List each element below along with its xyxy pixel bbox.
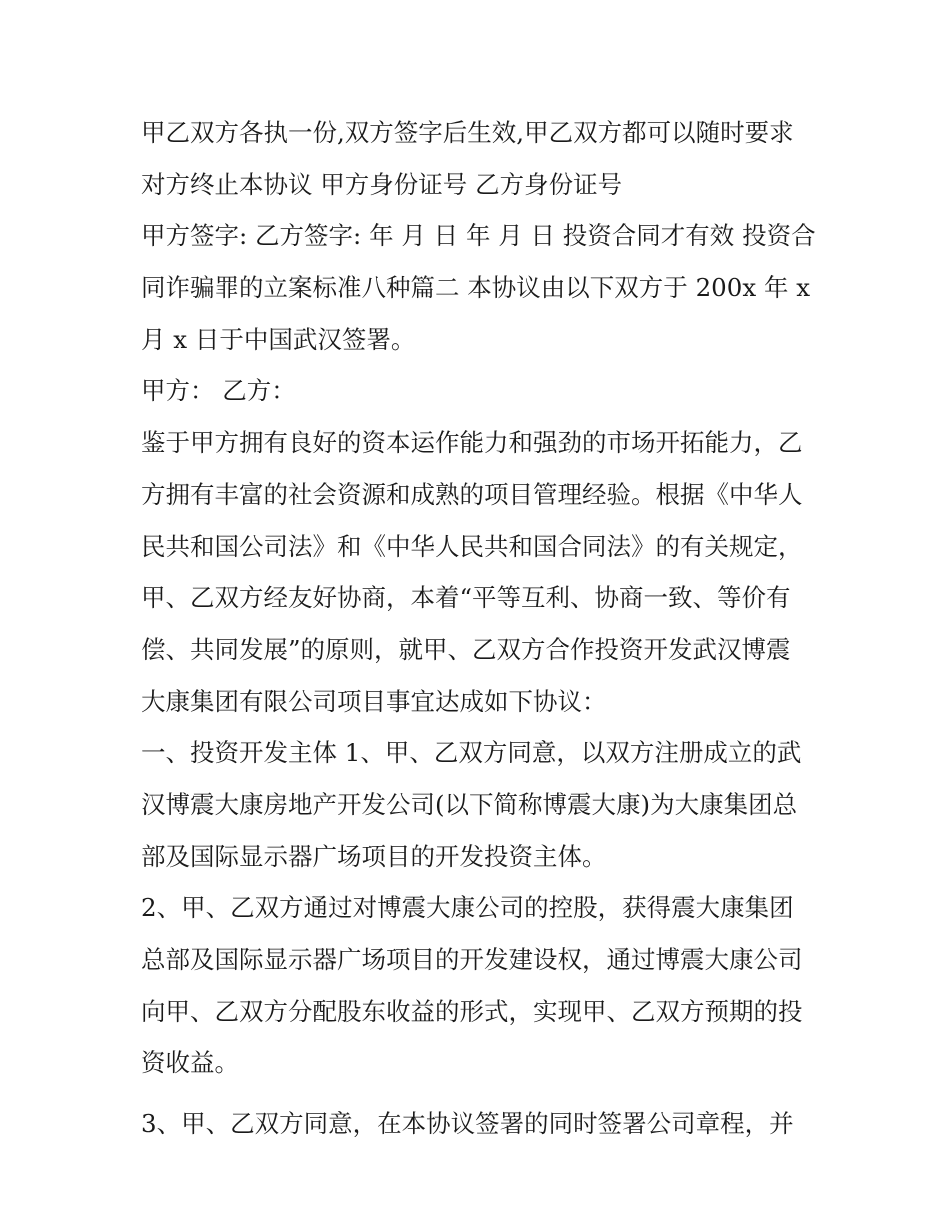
text-line: 对方终止本协议 甲方身份证号 乙方身份证号 xyxy=(141,169,623,199)
text-line: 大康集团有限公司项目事宜达成如下协议： xyxy=(141,686,607,716)
text-line: 汉博震大康房地产开发公司(以下简称博震大康)为大康集团总 xyxy=(141,789,798,819)
paragraph-termination xyxy=(141,107,821,210)
paragraph-clause-3 xyxy=(141,1098,821,1150)
text-line: 向甲、乙双方分配股东收益的形式，实现甲、乙双方预期的投 xyxy=(141,996,803,1026)
text-line: 方拥有丰富的社会资源和成熟的项目管理经验。根据《中华人 xyxy=(141,479,803,509)
text-line: 甲乙双方各执一份,双方签字后生效,甲乙双方都可以随时要求 xyxy=(141,118,794,147)
text-line: 甲方： 乙方： xyxy=(141,376,296,406)
paragraph-clause-1 xyxy=(141,727,821,882)
text-line: 甲、乙双方经友好协商，本着“平等互利、协商一致、等价有 xyxy=(141,583,791,613)
paragraph-spacer xyxy=(141,1089,821,1098)
text-line: 偿、共同发展”的原则，就甲、乙双方合作投资开发武汉博震 xyxy=(141,634,791,664)
text-line: 2、甲、乙双方通过对博震大康公司的控股，获得震大康集团 xyxy=(141,893,794,923)
paragraph-signatures xyxy=(141,210,821,365)
text-line: 总部及国际显示器广场项目的开发建设权，通过博震大康公司 xyxy=(141,945,803,974)
text-line: 月 x 日于中国武汉签署。 xyxy=(141,324,416,354)
text-line: 甲方签字: 乙方签字: 年 月 日 年 月 日 投资合同才有效 投资合 xyxy=(141,221,816,251)
paragraph-parties xyxy=(141,365,821,417)
document-body xyxy=(141,107,821,1150)
paragraph-clause-2 xyxy=(141,882,821,1089)
text-line: 资收益。 xyxy=(141,1048,239,1078)
text-line: 民共和国公司法》和《中华人民共和国合同法》的有关规定， xyxy=(141,531,803,561)
text-line: 3、甲、乙双方同意，在本协议签署的同时签署公司章程，并 xyxy=(141,1109,794,1139)
text-line: 一、投资开发主体 1、甲、乙双方同意，以双方注册成立的武 xyxy=(141,738,802,768)
text-line: 同诈骗罪的立案标准八种篇二 本协议由以下双方于 200x 年 x xyxy=(141,273,811,303)
paragraph-preamble xyxy=(141,417,821,727)
text-line: 部及国际显示器广场项目的开发投资主体。 xyxy=(141,841,607,871)
text-line: 鉴于甲方拥有良好的资本运作能力和强劲的市场开拓能力，乙 xyxy=(141,428,803,458)
